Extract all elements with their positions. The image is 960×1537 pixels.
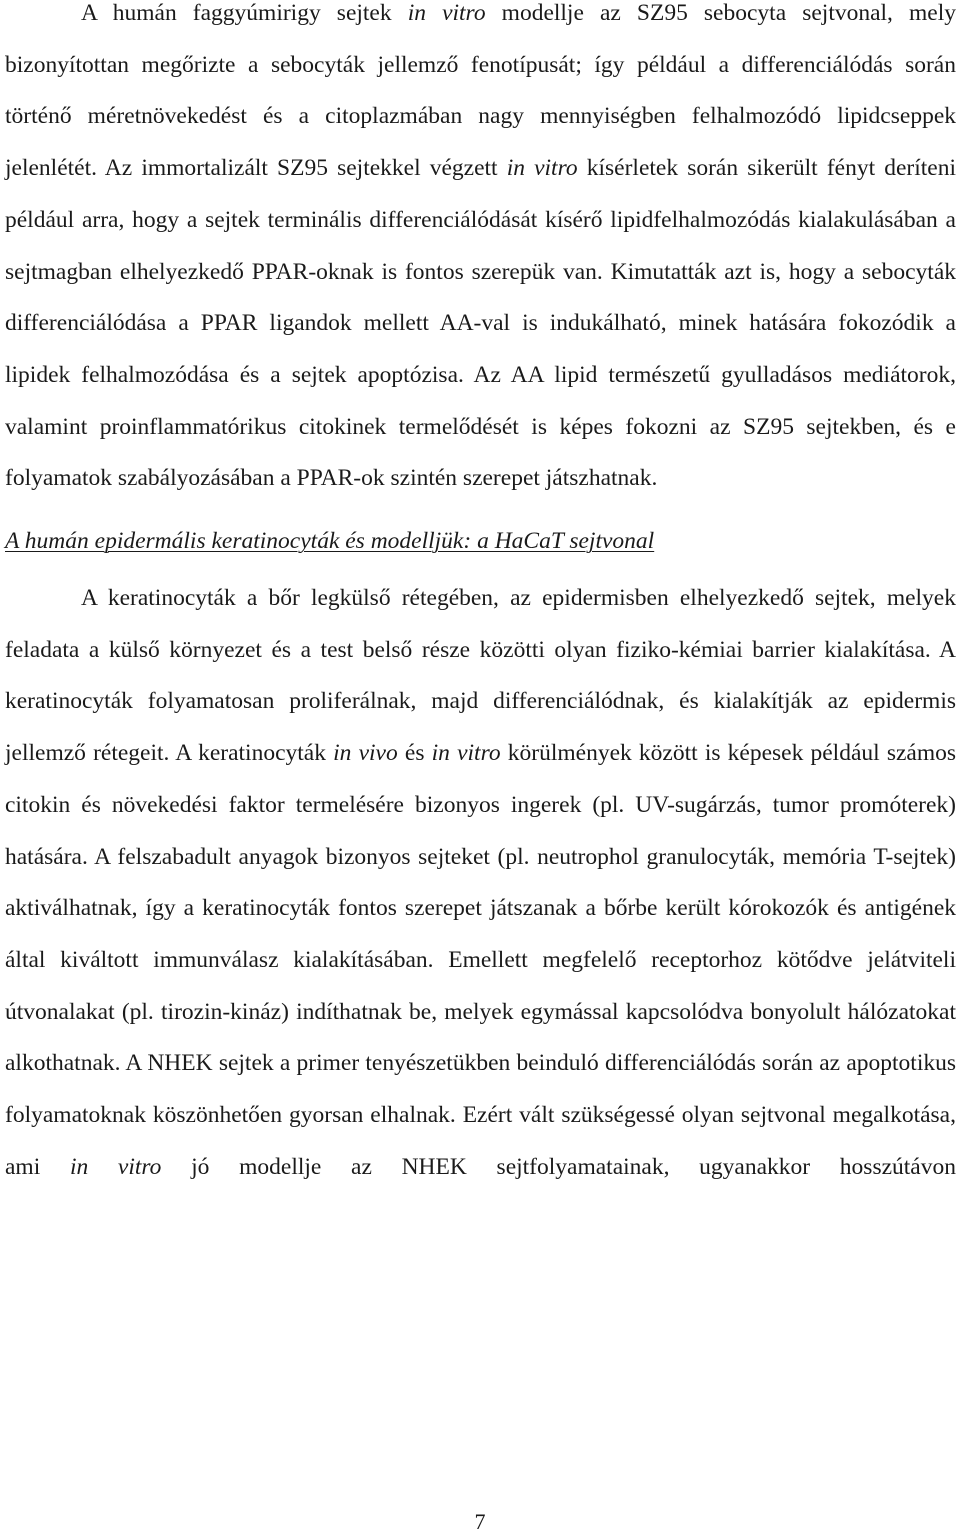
text-run: A humán faggyúmirigy sejtek [81, 0, 408, 26]
text-run: jó modellje az NHEK sejtfolyamatainak, ugyanakkor hosszútávon [161, 1153, 956, 1180]
body-paragraph-keratinocyta [5, 573, 956, 1193]
text-run: körülmények között is képesek például számos citokin és növekedési faktor termelésére bizonyos ingerek (pl. UV-sugárzás, tumor promóterek) hatására. A felszabadult anyagok bizonyos sejteket (pl. neutrophol granulocyták, memória T-sejtek) aktiválhatnak, így a keratinocyták fontos szerepet játszanak a bőrbe került kórokozók és antigének által kiváltott immunválasz kialakításában. Emellett megfelelő receptorhoz kötődve jelátviteli útvonalakat (pl. tirozin-kináz) indíthatnak be, melyek egymással kapcsolódva bonyolult hálózatokat alkothatnak. A NHEK sejtek a primer tenyészetükben beinduló differenciálódás során az apoptotikus folyamatoknak köszönhetően gyorsan elhalnak. Ezért vált szükségessé olyan sejtvonal megalkotása, ami [5, 740, 957, 1180]
italic-term: in vivo [333, 740, 398, 767]
page-number: 7 [474, 1509, 486, 1534]
italic-term: in vitro [407, 0, 486, 26]
body-paragraph-sebocyta [5, 0, 956, 505]
text-run: A keratinocyták a bőr legkülső rétegében, az epidermisben elhelyezkedő sejtek, melyek feladata a külső környezet és a test belső része közötti olyan fiziko-kémiai barrier kialakítása. A keratinocyták folyamatosan proliferálnak, majd differenciálódnak, és kialakítják az epidermis jellemző rétegeit. A keratinocyták [5, 585, 956, 767]
section-heading: A humán epidermális keratinocyták és modelljük: a HaCaT sejtvonal [5, 528, 655, 555]
italic-term: in vitro [506, 155, 578, 182]
document-page [5, 0, 956, 1193]
text-run: és [397, 740, 432, 767]
italic-term: in vitro [431, 740, 501, 767]
italic-term: in vitro [69, 1153, 162, 1180]
text-run: modellje az SZ95 sebocyta sejtvonal, mely bizonyítottan megőrizte a sebocyták jellemző fenotípusát; így például a differenciálódás során történő méretnövekedést és a citoplazmában nagy mennyiségben felhalmozódó lipidcseppek jelenlétét. Az immortalizált SZ95 sejtekkel végzett [5, 0, 956, 182]
text-run: kísérletek során sikerült fényt deríteni például arra, hogy a sejtek terminális differenciálódását kísérő lipidfelhalmozódás kialakulásában a sejtmagban elhelyezkedő PPAR-oknak is fontos szerepük van. Kimutatták azt is, hogy a sebocyták differenciálódása a PPAR ligandok mellett AA-val is indukálható, minek hatására fokozódik a lipidek felhalmozódása és a sejtek apoptózisa. Az AA lipid természetű gyulladásos mediátorok, valamint proinflammatórikus citokinek termelődését is képes fokozni az SZ95 sejtekben, és e folyamatok szabályozásában a PPAR-ok szintén szerepet játszhatnak. [5, 155, 957, 492]
